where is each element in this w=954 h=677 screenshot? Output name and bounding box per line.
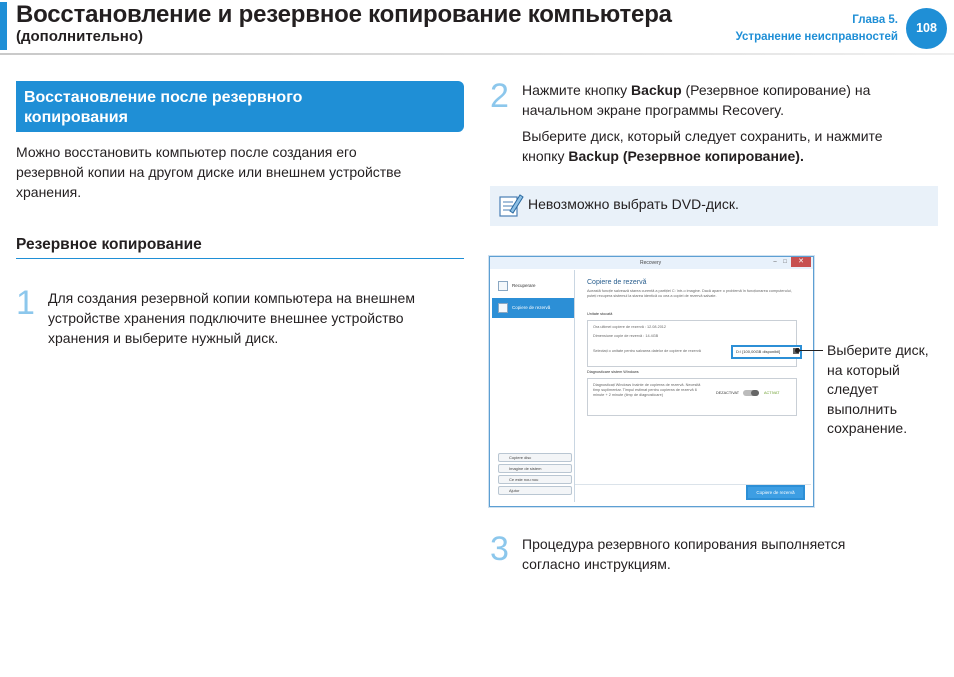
sidebar-item-recuperare[interactable] <box>492 276 574 296</box>
step-1-text <box>48 288 464 348</box>
chapter-name: Устранение неисправностей <box>735 31 898 43</box>
callout-line-text: на который <box>827 361 900 378</box>
step-2-text-post: (Резервное копирование) на <box>681 82 871 98</box>
page-header <box>0 0 954 54</box>
window-title: Recovery <box>640 260 662 266</box>
step-3-line: Процедура резервного копирования выполняется <box>522 536 846 552</box>
callout-line-text: следует <box>827 381 879 397</box>
note-pencil-icon <box>498 191 524 219</box>
window-titlebar <box>490 257 813 269</box>
drive-select-value: D:\ [100,00GB disponibil] <box>736 349 781 354</box>
intro-line: резервной копии на другом диске или внешнем устройстве <box>16 164 402 180</box>
intro-paragraph <box>16 142 464 202</box>
step-1-line: хранения и выберите нужный диск. <box>48 330 279 346</box>
callout-line <box>797 350 823 351</box>
step-1-number: 1 <box>16 284 35 322</box>
recovery-sidebar <box>492 270 575 502</box>
drive-select[interactable] <box>731 345 802 359</box>
diag-text: Diagnosticați Windows înainte de copierea de rezervă. Necesită timp suplimentar. Timpul estimat pentru copierea de rezervă 6 minute + 2 minute (timp de diagnosticare) <box>593 383 701 397</box>
intro-line: Можно восстановить компьютер после создания его <box>16 144 357 160</box>
backup-icon <box>498 303 508 313</box>
subheading-rule <box>16 258 464 259</box>
last-backup: Ora ultimei copiere de rezervă : 12.08.2012 <box>593 325 667 329</box>
step-2-line <box>522 80 942 100</box>
chapter-info <box>736 12 898 46</box>
step-1-line: Для создания резервной копии компьютера на внешнем <box>48 290 415 306</box>
step-3-line: согласно инструкциям. <box>522 556 671 572</box>
ce-este-nou-button[interactable]: Ce este nou nou <box>498 475 572 484</box>
toggle-off-label: DEZACTIVAT <box>716 391 740 395</box>
step-2-text-pre: кнопку <box>522 148 569 164</box>
main-intro: Această funcție salvează starea curentă a partiției C: într-o imagine. Dacă apare o problemă în funcționarea computerului, puteți recupera sistemul la starea identică cu cea a copiei de rezervă salvate. <box>587 289 792 298</box>
section-heading-box <box>16 81 464 132</box>
imagine-sistem-button[interactable]: Imagine de sistem <box>498 464 572 473</box>
header-accent-bar <box>0 2 7 50</box>
page-title: Восстановление и резервное копирование компьютера <box>16 1 672 28</box>
chapter-label: Глава 5. <box>852 14 898 26</box>
close-icon[interactable]: ✕ <box>791 257 811 267</box>
select-drive-label: Selectați o unitate pentru salvarea datelor de copiere de rezervă <box>593 349 701 353</box>
step-2-line <box>522 146 942 166</box>
step-3-number: 3 <box>490 530 509 568</box>
copiere-disc-button[interactable]: Copiere disc <box>498 453 572 462</box>
backup-keyword: Backup <box>631 82 682 98</box>
minimize-icon[interactable]: – <box>773 259 777 265</box>
intro-line: хранения. <box>16 184 82 200</box>
step-1-line: устройстве хранения подключите внешнее устройство <box>48 310 404 326</box>
diag-toggle[interactable] <box>743 390 759 396</box>
backup-size: Dimensiune copie de rezervă : 14.4GB <box>593 334 659 338</box>
maximize-icon[interactable]: □ <box>783 259 787 265</box>
note-text: Невозможно выбрать DVD-диск. <box>528 196 739 212</box>
callout-line-text: выполнить <box>827 400 897 417</box>
main-heading: Copiere de rezervă <box>587 279 647 286</box>
toggle-knob <box>751 390 759 396</box>
drive-group-label: Unitate stocată <box>587 312 613 316</box>
note-box <box>490 186 938 226</box>
step-3-text <box>522 534 942 574</box>
toggle-on-label: ACTIVAT <box>764 391 780 395</box>
step-2-line: Выберите диск, который следует сохранить, и нажмите <box>522 128 883 144</box>
backup-subheading: Резервное копирование <box>16 236 202 253</box>
backup-keyword: Backup (Резервное копирование). <box>568 148 804 164</box>
backup-button[interactable]: Copiere de rezervă <box>746 485 805 500</box>
sidebar-item-copiere[interactable] <box>492 298 574 318</box>
recovery-icon <box>498 281 508 291</box>
callout-line-text: Выберите диск, <box>827 342 929 358</box>
page-subtitle: (дополнительно) <box>16 28 143 45</box>
step-2-text-pre: Нажмите кнопку <box>522 82 632 98</box>
callout-line-text: сохранение. <box>827 420 908 436</box>
drive-callout <box>827 341 947 439</box>
sidebar-item-label: Recuperare <box>512 283 536 288</box>
step-2-number: 2 <box>490 77 509 115</box>
recovery-window-screenshot <box>489 256 814 507</box>
sidebar-item-label: Copiere de rezervă <box>512 305 551 310</box>
page-number-badge: 108 <box>906 8 947 49</box>
step-2-text <box>522 80 942 166</box>
diag-label: Diagnosticare sistem Windows <box>587 370 639 374</box>
step-2-line: начальном экране программы Recovery. <box>522 102 785 118</box>
header-divider <box>0 53 954 55</box>
section-heading: Восстановление после резервного копирования <box>24 89 303 126</box>
ajutor-button[interactable]: Ajutor <box>498 486 572 495</box>
